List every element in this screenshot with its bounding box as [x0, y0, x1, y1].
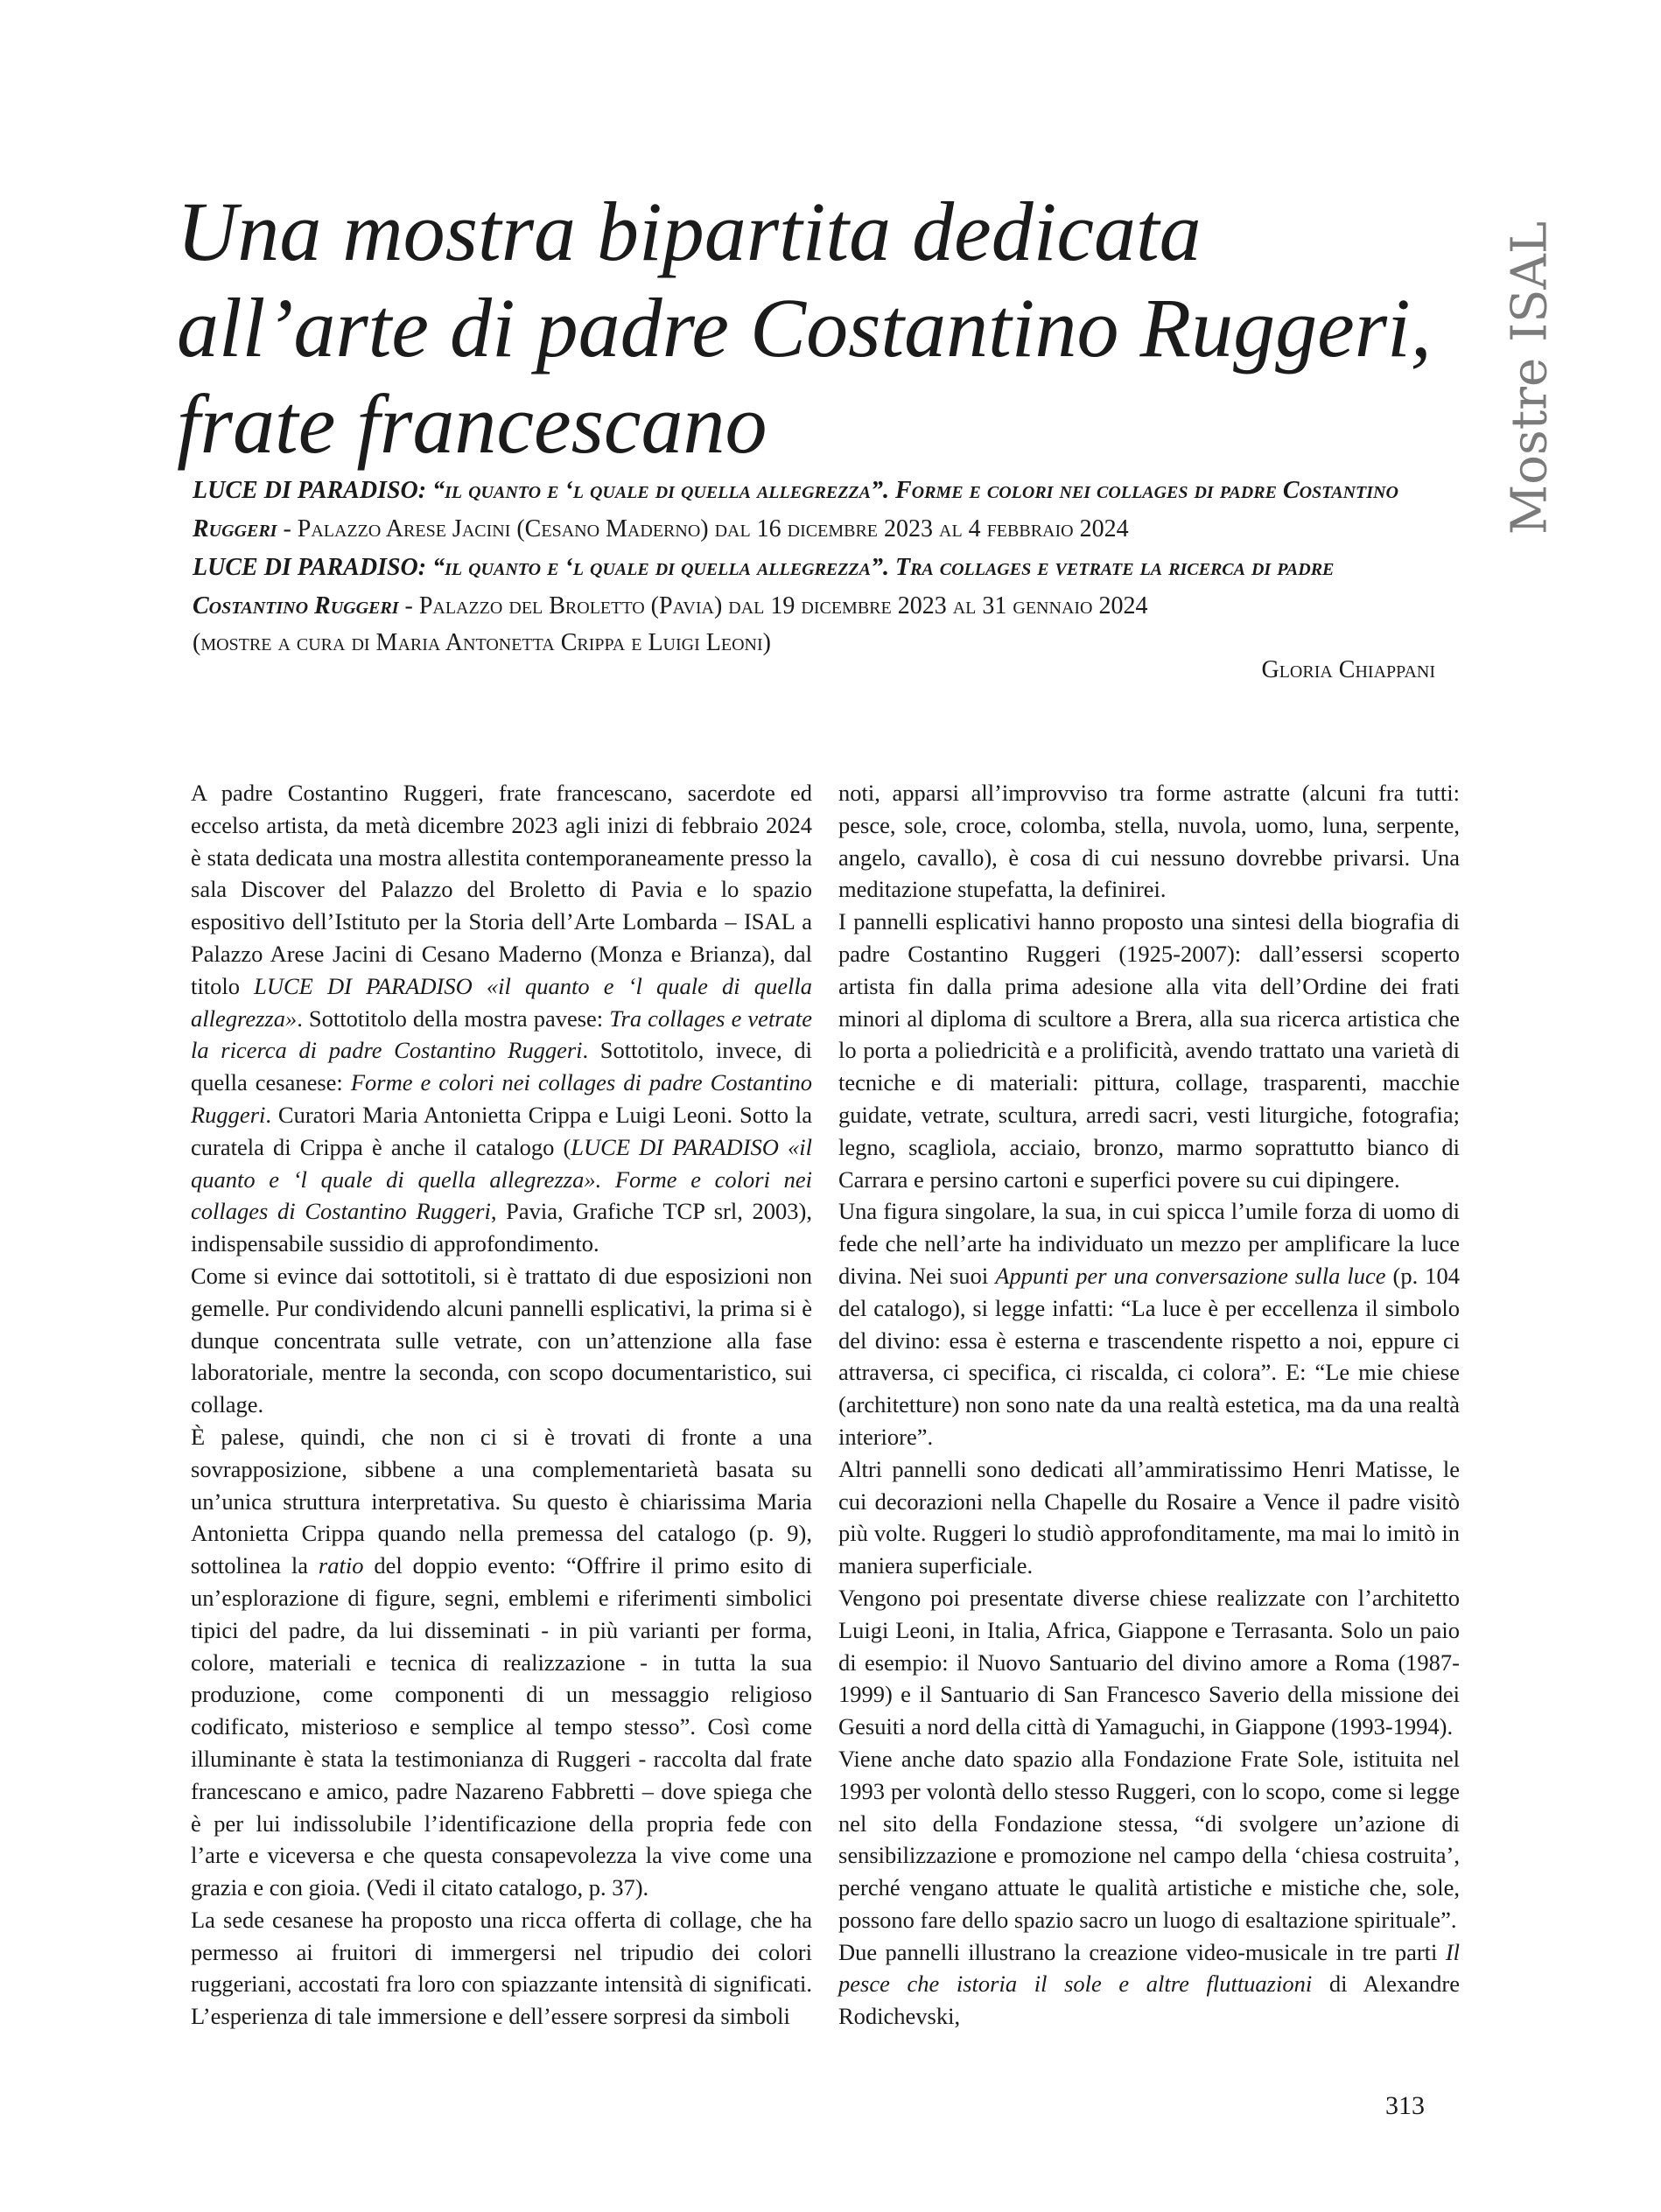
italic-term: ratio — [318, 1552, 364, 1579]
text-run: . Sottotitolo, invece, di quella cesanese: — [191, 1037, 812, 1096]
title-line-3: frate francescano — [177, 377, 767, 471]
text-run: Una figura singolare, la sua, in cui spicca l’umile forza di uomo di fede che nell’arte ha individuato un mezzo per amplificare la luce divina. Nei suoi — [838, 1198, 1460, 1289]
title-line-2: all’arte di padre Costantino Ruggeri, — [177, 281, 1432, 374]
exhibition-1-subtitle-end: Ruggeri — [193, 515, 277, 542]
text-run: A padre Costantino Ruggeri, frate francescano, sacerdote ed eccelso artista, da metà dicembre 2023 agli inizi di febbraio 2024 è stata dedicata una mostra allestita contemporaneamente presso la sala Discover del Palazzo del Broletto di Pavia e lo spazio espositivo dell’Istituto per la Storia dell’Arte Lombarda – ISAL a Palazzo Arese Jacini di Cesano Maderno (Monza e Brianza), dal titolo — [191, 780, 812, 999]
left-column — [191, 777, 812, 2033]
section-side-label — [1501, 220, 1559, 536]
exhibition-2-subtitle-end: Costantino Ruggeri — [193, 592, 399, 620]
exhibition-1-line-1 — [193, 472, 1457, 509]
text-run: È palese, quindi, che non ci si è trovati di fronte a una sovrapposizione, sibbene a una complementarietà basata su un’unica struttura interpretativa. Su questo è chiarissima Maria Antonietta Crippa quando nella premessa del catalogo (p. 9), sottolinea la — [191, 1423, 812, 1579]
exhibition-1-line-2 — [193, 511, 1457, 548]
exhibition-1-name: LUCE DI PARADISO: — [193, 477, 427, 504]
text-run: , Pavia, Grafiche TCP srl, 2003), indispensabile sussidio di approfondimento. — [191, 1198, 813, 1257]
text-run: del doppio evento: “Offrire il primo esito di un’esplorazione di figure, segni, emblemi e riferimenti simbolici tipici del padre, da lui disseminati - in più varianti per forma, colore, materiali e tecnica di realizzazione - in tutta la sua produzione, come componenti di un messaggio religioso codificato, misterioso e semplice al tempo stesso”. Così come illuminante è stata la testimonianza di Ruggeri - raccolta dal frate francescano e amico, padre Nazareno Fabbretti – dove spiega che è per lui indissolubile l’identificazione della propria fede con l’arte e viceversa e che questa consapevolezza la vive come una grazia e con gioia. (Vedi il citato catalogo, p. 37). — [191, 1552, 812, 1901]
italic-title: Il pesce che istoria il sole e altre fluttuazioni — [838, 1938, 1460, 1998]
italic-title: Appunti per una conversazione sulla luce — [995, 1262, 1386, 1289]
text-run: Due pannelli illustrano la creazione video-musicale in tre parti — [838, 1938, 1446, 1965]
right-paragraph-1: noti, apparsi all’improvviso tra forme astratte (alcuni fra tutti: pesce, sole, croce, colomba, stella, nuvola, uomo, luna, serpente, angelo, cavallo), è cosa di cui nessuno dovrebbe privarsi. Una meditazione stupefatta, la definirei. — [838, 780, 1460, 903]
exhibition-1-quote: “il quanto e ‘l quale di quella allegrezza”. — [432, 477, 889, 504]
article-title — [177, 184, 1489, 472]
italic-title: LUCE DI PARADISO «il quanto e ‘l quale di quella allegrezza». Forme e colori nei collages di Costantino Ruggeri — [191, 1133, 812, 1225]
right-paragraph-6: Viene anche dato spazio alla Fondazione Frate Sole, istituita nel 1993 per volontà dello stesso Ruggeri, con lo scopo, come si legge nel sito della Fondazione stessa, “di svolgere un’azione di sensibilizzazione e promozione nel campo della ‘chiesa costruita’, perché vengano attuate le qualità artistiche e mistiche che, sole, possono fare dello spazio sacro un luogo di esaltazione spirituale”. — [838, 1745, 1460, 1933]
text-run: . Sottotitolo della mostra pavese: — [297, 1004, 610, 1032]
author-name: Gloria Chiappani — [1261, 656, 1435, 683]
left-paragraph-1 — [191, 777, 812, 1260]
right-paragraph-4: Altri pannelli sono dedicati all’ammiratissimo Henri Matisse, le cui decorazioni nella Chapelle du Rosaire a Vence il padre visitò più volte. Ruggeri lo studiò approfonditamente, ma mai lo imitò in maniera superficiale. — [838, 1455, 1460, 1579]
left-paragraph-3 — [191, 1421, 812, 1904]
text-run: (p. 104 del catalogo), si legge infatti: “La luce è per eccellenza il simbolo del divino: essa è esterna e trascendente rispetto a noi, eppure ci attraversa, ci specifica, ci riscalda, ci colora”. E: “Le mie chiese (architetture) non sono nate da una realtà estetica, ma da una realtà interiore”. — [838, 1262, 1460, 1450]
italic-title: Tra collages e vetrate la ricerca di padre Costantino Ruggeri — [191, 1004, 812, 1064]
right-paragraph-2: I pannelli esplicativi hanno proposto una sintesi della biografia di padre Costantino Ruggeri (1925-2007): dall’essersi scoperto artista fin dalla prima adesione alla vita dell’Ordine dei frati minori al diploma di scultore a Brera, alla sua ricerca artistica che lo porta a poliedricità e a prolificità, avendo trattato una varietà di tecniche e di materiali: pittura, collage, trasparenti, macchie guidate, vetrate, scultura, arredi sacri, vesti liturgiche, fotografia; legno, scagliola, acciaio, bronzo, marmo soprattutto bianco di Carrara e persino cartoni e superfici povere su cui dipingere. — [838, 908, 1460, 1193]
right-paragraph-3 — [838, 1195, 1460, 1452]
right-paragraph-7 — [838, 1936, 1460, 2033]
exhibition-2-quote: “il quanto e ‘l quale di quella allegrezza”. — [432, 554, 889, 581]
curators-note-text: (mostre a cura di Maria Antonetta Crippa e Luigi Leoni) — [193, 629, 771, 656]
exhibition-1-venue: - Palazzo Arese Jacini (Cesano Maderno) dal 16 dicembre 2023 al 4 febbraio 2024 — [283, 515, 1129, 542]
side-label-text: Mostre ISAL — [1501, 220, 1559, 536]
exhibition-2-venue: - Palazzo del Broletto (Pavia) dal 19 dicembre 2023 al 31 gennaio 2024 — [404, 592, 1148, 620]
page-number: 313 — [1385, 2091, 1425, 2120]
left-paragraph-4: La sede cesanese ha proposto una ricca offerta di collage, che ha permesso ai fruitori di immergersi nel tripudio dei colori ruggeriani, accostati fra loro con spiazzante intensità di significati. L’esperienza di tale immersione e dell’essere sorpresi da simboli — [191, 1906, 812, 2030]
exhibition-1-subtitle: Forme e colori nei collages di padre Costantino — [894, 477, 1398, 504]
right-paragraph-5: Vengono poi presentate diverse chiese realizzate con l’architetto Luigi Leoni, in Italia, Africa, Giappone e Terrasanta. Solo un paio di esempio: il Nuovo Santuario del divino amore a Roma (1987-1999) e il Santuario di San Francesco Saverio della missione dei Gesuiti a nord della città di Yamaguchi, in Giappone (1993-1994). — [838, 1584, 1460, 1740]
exhibition-2-name: LUCE DI PARADISO: — [193, 554, 427, 581]
exhibition-2-line-2 — [193, 588, 1457, 625]
left-paragraph-2: Come si evince dai sottotitoli, si è trattato di due esposizioni non gemelle. Pur condividendo alcuni pannelli esplicativi, la prima si è dunque concentrata sulle vetrate, con un’attenzione alla fase laboratoriale, mentre la seconda, con scopo documentaristico, sui collage. — [191, 1262, 812, 1418]
text-run: di Alexandre Rodichevski, — [838, 1970, 1460, 2030]
exhibition-2-subtitle: Tra collages e vetrate la ricerca di padre — [894, 554, 1335, 581]
right-column — [838, 777, 1460, 2033]
italic-title: Forme e colori nei collages di padre Costantino Ruggeri — [191, 1069, 813, 1128]
text-run: . Curatori Maria Antonietta Crippa e Luigi Leoni. Sotto la curatela di Crippa è anche il catalogo ( — [191, 1101, 812, 1160]
title-line-1: Una mostra bipartita dedicata — [177, 185, 1202, 278]
exhibition-2-line-1 — [193, 550, 1457, 586]
italic-title: LUCE DI PARADISO «il quanto e ‘l quale di quella allegrezza» — [191, 972, 812, 1032]
